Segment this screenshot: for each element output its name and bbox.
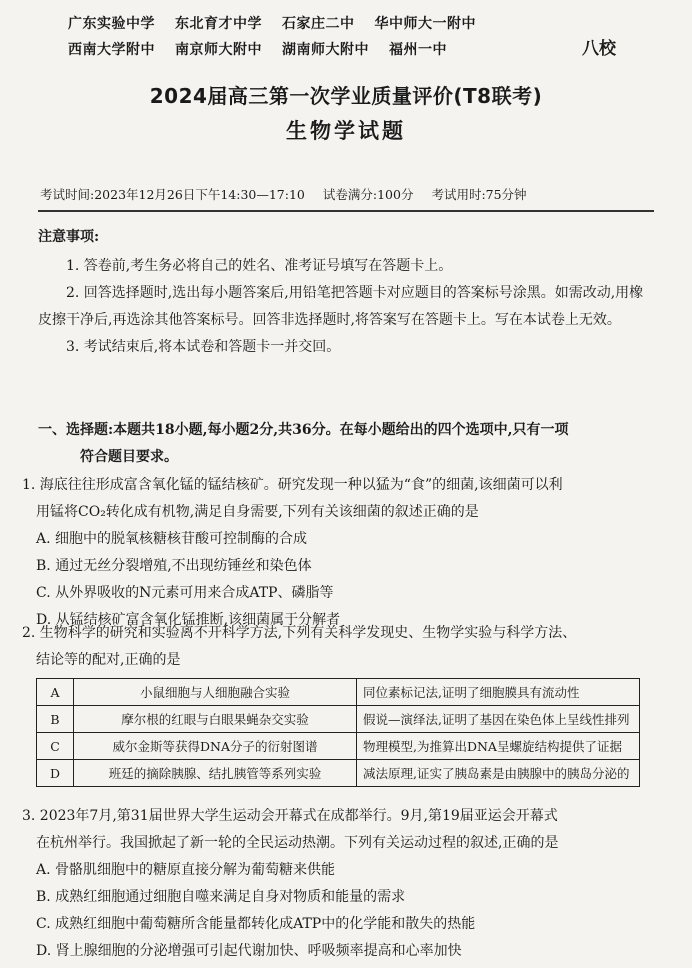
school-name: 华中师大一附中 — [374, 16, 476, 32]
question-2-table — [36, 678, 640, 787]
option-b: B. 通过无丝分裂增殖,不出现纺锤丝和染色体 — [36, 558, 312, 574]
school-name: 广东实验中学 — [68, 16, 155, 32]
experiment-cell: 摩尔根的红眼与白眼果蝇杂交实验 — [74, 706, 357, 733]
note-item: 3. 考试结束后,将本试卷和答题卡一并交回。 — [66, 339, 341, 355]
question-stem: 2. 生物科学的研究和实验离不开科学方法,下列有关科学发现史、生物学实验与科学方法、 — [22, 625, 577, 641]
experiment-cell: 威尔金斯等获得DNA分子的衍射图谱 — [74, 733, 357, 760]
school-name: 福州一中 — [389, 42, 447, 58]
note-item: 1. 答卷前,考生务必将自己的姓名、准考证号填写在答题卡上。 — [66, 258, 453, 274]
row-label: B — [37, 706, 74, 733]
header-divider — [38, 210, 654, 212]
experiment-cell: 班廷的摘除胰腺、结扎胰管等系列实验 — [74, 760, 357, 787]
school-name: 湖南师大附中 — [282, 42, 369, 58]
school-name: 石家庄二中 — [282, 16, 355, 32]
row-label: D — [37, 760, 74, 787]
duration: 考试用时:75分钟 — [431, 187, 527, 202]
question-stem: 在杭州举行。我国掀起了新一轮的全民运动热潮。下列有关运动过程的叙述,正确的是 — [36, 835, 559, 851]
table-row — [37, 706, 640, 733]
table-row — [37, 760, 640, 787]
conclusion-cell: 物理模型,为推算出DNA呈螺旋结构提供了证据 — [357, 733, 640, 760]
full-score: 试卷满分:100分 — [322, 187, 414, 202]
table-row — [37, 679, 640, 706]
eight-schools-badge: 八校 — [582, 39, 616, 59]
row-label: A — [37, 679, 74, 706]
school-name: 东北育才中学 — [175, 16, 262, 32]
exam-title: 2024届高三第一次学业质量评价(T8联考) — [149, 84, 543, 108]
conclusion-cell: 减法原理,证实了胰岛素是由胰腺中的胰岛分泌的 — [357, 760, 640, 787]
option-c: C. 成熟红细胞中葡萄糖所含能量都转化成ATP中的化学能和散失的热能 — [36, 916, 476, 932]
option-b: B. 成熟红细胞通过细胞自噬来满足自身对物质和能量的需求 — [36, 889, 406, 905]
subject-title: 生物学试题 — [286, 119, 406, 143]
school-name: 西南大学附中 — [68, 42, 155, 58]
option-a: A. 骨骼肌细胞中的糖原直接分解为葡萄糖来供能 — [36, 862, 336, 878]
section-1-heading — [38, 417, 658, 471]
school-row-1 — [68, 10, 568, 36]
conclusion-cell: 同位素标记法,证明了细胞膜具有流动性 — [357, 679, 640, 706]
exam-info — [40, 185, 660, 203]
section-1-line2: 符合题目要求。 — [80, 449, 178, 465]
question-3 — [22, 803, 662, 965]
question-2 — [22, 620, 662, 674]
notes-list — [38, 253, 654, 361]
experiment-cell: 小鼠细胞与人细胞融合实验 — [74, 679, 357, 706]
school-name: 南京师大附中 — [175, 42, 262, 58]
question-stem: 1. 海底往往形成富含氧化锰的锰结核矿。研究发现一种以猛为“食”的细菌,该细菌可以利 — [22, 477, 563, 493]
option-d: D. 肾上腺细胞的分泌增强可引起代谢加快、呼吸频率提高和心率加快 — [36, 943, 462, 959]
note-item: 2. 回答选择题时,选出每小题答案后,用铅笔把答题卡对应题目的答案标号涂黑。如需改动,用橡皮擦干净后,再选涂其他答案标号。回答非选择题时,将答案写在答题卡上。写在本试卷上无效。 — [38, 285, 644, 328]
notes-heading: 注意事项: — [38, 229, 100, 245]
question-stem: 用锰将CO₂转化成有机物,满足自身需要,下列有关该细菌的叙述正确的是 — [36, 504, 479, 520]
row-label: C — [37, 733, 74, 760]
option-a: A. 细胞中的脱氧核糖核苷酸可控制酶的合成 — [36, 531, 308, 547]
question-stem: 结论等的配对,正确的是 — [36, 652, 181, 668]
school-list — [68, 10, 568, 62]
school-row-2 — [68, 36, 568, 62]
section-1-line1: 一、选择题:本题共18小题,每小题2分,共36分。在每小题给出的四个选项中,只有一项 — [38, 422, 569, 438]
question-1 — [22, 472, 662, 634]
table-row — [37, 733, 640, 760]
conclusion-cell: 假说—演绎法,证明了基因在染色体上呈线性排列 — [357, 706, 640, 733]
option-d: D. 从锰结核矿富含氧化锰推断,该细菌属于分解者 — [36, 612, 341, 628]
exam-time: 考试时间:2023年12月26日下午14:30—17:10 — [40, 187, 305, 202]
question-stem: 3. 2023年7月,第31届世界大学生运动会开幕式在成都举行。9月,第19届亚运会开幕式 — [22, 808, 558, 824]
option-c: C. 从外界吸收的N元素可用来合成ATP、磷脂等 — [36, 585, 334, 601]
